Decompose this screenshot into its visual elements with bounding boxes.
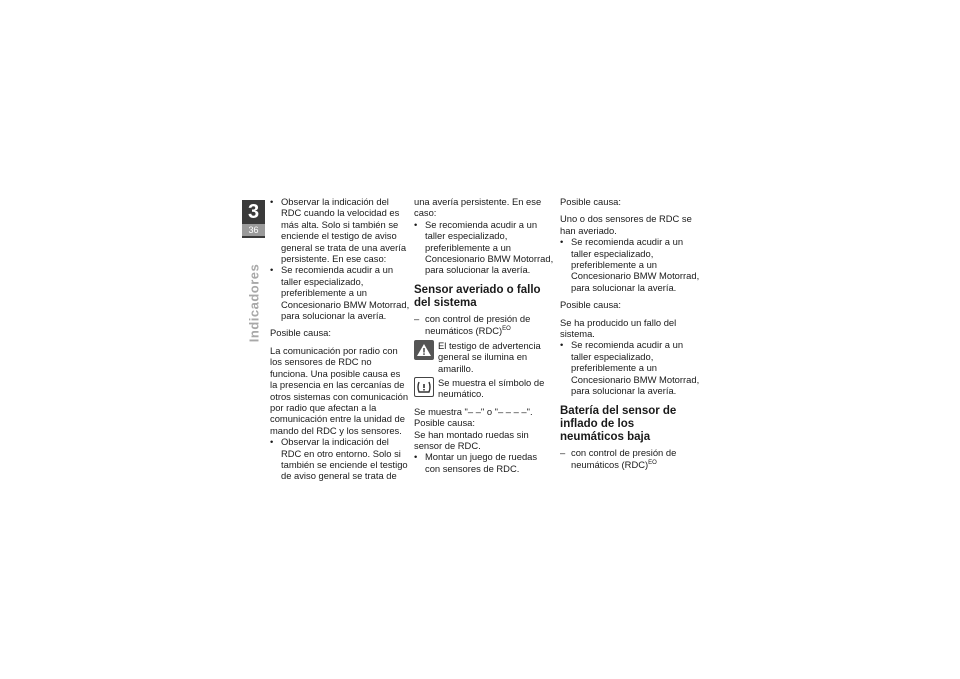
tire-symbol-row [414, 377, 554, 400]
list-item: • Se recomienda acudir a un taller especializado, preferiblemente a un Concesionario BMW Motorrad, para solucionar la avería. [414, 219, 554, 276]
column-3 [560, 196, 700, 470]
list-item: • Observar la indicación del RDC cuando la velocidad es más alta. Solo si también se enciende el testigo de aviso general se trata de una avería persistente. En ese caso: [270, 196, 410, 264]
side-label-text: Indicadores [246, 263, 262, 343]
list-item: • Montar un juego de ruedas con sensores de RDC. [414, 451, 554, 474]
warning-row [414, 340, 554, 374]
paragraph: Se ha producido un fallo del sistema. [560, 316, 677, 340]
list-item: • Se recomienda acudir a un taller especializado, preferiblemente a un Concesionario BMW Motorrad, para solucionar la avería. [560, 339, 700, 396]
paragraph: Uno o dos sensores de RDC se han averiado. [560, 213, 692, 236]
tire-pressure-icon [414, 377, 434, 397]
paragraph: La comunicación por radio con los sensores de RDC no funciona. Una posible causa es la presencia en las cercanías de otros sistemas con comunicación por radio que afectan a la comunicación entre la unidad de mando del RDC y los sensores. [270, 344, 409, 436]
column-1 [270, 196, 410, 482]
condition-item [414, 313, 554, 337]
list-item: • Se recomienda acudir a un taller especializado, preferiblemente a un Concesionario BMW Motorrad, para solucionar la avería. [560, 236, 700, 293]
paragraph: Posible causa: [560, 299, 621, 311]
warning-triangle-icon [414, 340, 434, 360]
tire-symbol-text: Se muestra el símbolo de neumático. [438, 377, 545, 400]
page-number: 36 [242, 224, 265, 236]
side-label [244, 248, 264, 358]
warning-text: El testigo de advertencia general se ilumina en amarillo. [438, 339, 541, 374]
paragraph: Se muestra "– –" o "– – – –". [414, 405, 533, 417]
paragraph: Se han montado ruedas sin sensor de RDC. [414, 428, 529, 452]
paragraph: Posible causa: [270, 327, 331, 339]
condition-sup: EO [648, 459, 657, 466]
condition-text: con control de presión de neumáticos (RDC) [571, 446, 677, 471]
list-item: • Se recomienda acudir a un taller especializado, preferiblemente a un Concesionario BMW Motorrad, para solucionar la avería. [270, 264, 410, 321]
list-item: • Observar la indicación del RDC en otro entorno. Solo si también se enciende el testigo de aviso general se trata de [270, 436, 410, 482]
paragraph: una avería persistente. En ese caso: [414, 196, 542, 219]
paragraph: Posible causa: [414, 417, 475, 429]
condition-sup: EO [502, 326, 511, 333]
paragraph: Posible causa: [560, 196, 621, 207]
condition-item [560, 447, 700, 471]
section-heading: Sensor averiado o fallo del sistema [414, 283, 541, 309]
column-2 [414, 196, 554, 474]
chapter-number: 3 [247, 201, 260, 223]
condition-text: con control de presión de neumáticos (RDC) [425, 312, 531, 337]
chapter-tab [242, 200, 265, 238]
section-heading: Batería del sensor de inflado de los neumáticos baja [560, 404, 677, 443]
